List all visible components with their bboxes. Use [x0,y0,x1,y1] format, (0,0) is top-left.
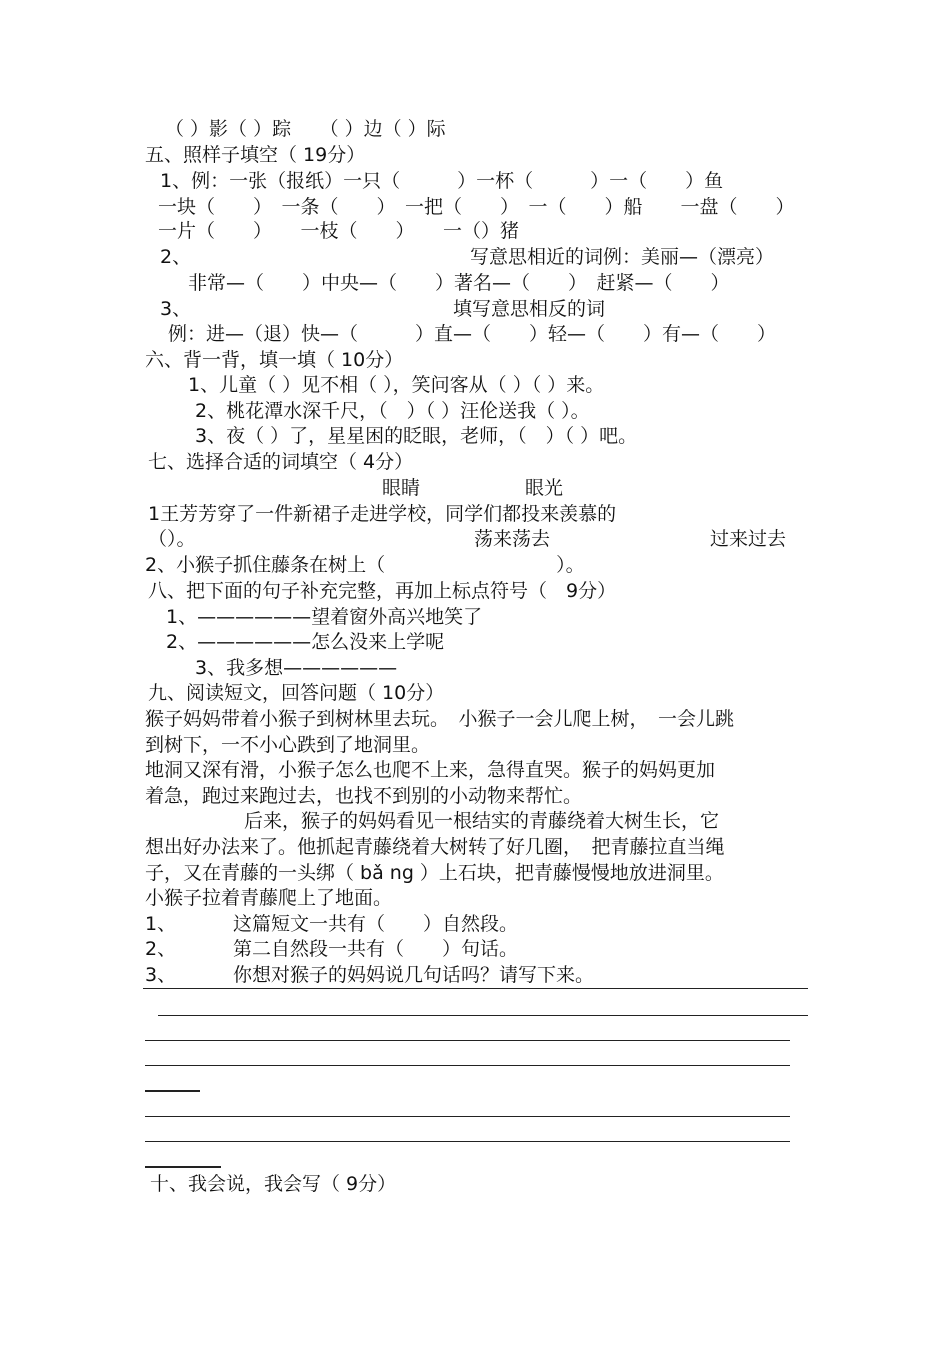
answer-line[interactable] [145,1040,790,1041]
answer-line[interactable] [143,988,808,989]
line-idiom-blanks: （ ）影（ ）踪 （ ）边（ ）际 [165,118,446,140]
section-9-heading: 九、阅读短文，回答问题（ 10分） [148,682,445,704]
answer-line[interactable] [158,1015,808,1016]
section-6-heading: 六、背一背，填一填（ 10分） [145,349,404,371]
section-7-heading: 七、选择合适的词填空（ 4分） [148,451,414,473]
measure-word-example: 1、例：一张（报纸）一只（ ）一杯（ ）一（ ）鱼 [160,170,724,192]
section-5-heading: 五、照样子填空（ 19分） [145,144,366,166]
complete-sentence-3: 3、我多想—————— [195,657,398,679]
synonym-row: 非常—（ ）中央—（ ）著名—（ ） 赶紧—（ ） [188,272,730,294]
reading-q1: 这篇短文一共有（ ）自然段。 [233,913,519,935]
answer-line-short[interactable] [145,1166,221,1168]
section-8-heading: 八、把下面的句子补充完整，再加上标点符号（ 9分） [148,580,617,602]
antonym-instruction: 填写意思相反的词 [453,298,606,320]
poem-line-3: 3、夜（ ）了，星星困的眨眼，老师，（ ）（ ）吧。 [195,425,638,447]
fill-sentence-2: 2、小猴子抓住藤条在树上（ ）。 [145,554,585,576]
reading-q2: 第二自然段一共有（ ）句话。 [233,938,519,960]
passage-line-8: 小猴子拉着青藤爬上了地面。 [145,887,393,909]
measure-word-row-2: 一片（ ） 一枝（ ） 一（）猪 [158,220,520,242]
passage-line-7: 子，又在青藤的一头绑（ bǎ ng ）上石块，把青藤慢慢地放进洞里。 [145,862,724,884]
answer-line-short[interactable] [145,1090,200,1092]
passage-line-6: 想出好办法来了。他抓起青藤绕着大树转了好几圈， 把青藤拉直当绳 [145,836,725,858]
reading-q3: 你想对猴子的妈妈说几句话吗？请写下来。 [233,964,595,986]
complete-sentence-1: 1、——————望着窗外高兴地笑了 [166,606,483,628]
word-choice-back-forth: 过来过去 [710,528,787,550]
question-2-number: 2、 [160,246,192,268]
answer-line[interactable] [145,1116,790,1117]
complete-sentence-2: 2、——————怎么没来上学呢 [166,631,445,653]
word-choice-gaze: 眼光 [525,477,564,499]
passage-line-4: 着急，跑过来跑过去，也找不到别的小动物来帮忙。 [145,785,583,807]
poem-line-1: 1、儿童（ ）见不相（ ），笑问客从（ ）（ ）来。 [188,374,605,396]
reading-q3-number: 3、 [145,964,177,986]
reading-q1-number: 1、 [145,913,177,935]
fill-sentence-1: 1王芳芳穿了一件新裙子走进学校，同学们都投来羡慕的 [148,503,617,525]
word-choice-eyes: 眼睛 [382,477,421,499]
passage-line-5: 后来，猴子的妈妈看见一根结实的青藤绕着大树生长，它 [244,810,720,832]
antonym-row: 例：进—（退）快—（ ）直—（ ）轻—（ ）有—（ ） [168,323,777,345]
fill-sentence-1-blank: （）。 [148,528,196,550]
question-3-number: 3、 [160,298,192,320]
reading-q2-number: 2、 [145,938,177,960]
section-10-heading: 十、我会说，我会写（ 9分） [150,1173,397,1195]
poem-line-2: 2、桃花潭水深千尺，（ ）（ ）汪伦送我（ ）。 [195,400,590,422]
passage-line-3: 地洞又深有滑，小猴子怎么也爬不上来，急得直哭。猴子的妈妈更加 [145,759,716,781]
synonym-instruction: 写意思相近的词例：美丽—（漂亮） [470,246,775,268]
passage-line-1: 猴子妈妈带着小猴子到树林里去玩。 小猴子一会儿爬上树， 一会儿跳 [145,708,735,730]
word-choice-swinging: 荡来荡去 [474,528,551,550]
measure-word-row-1: 一块（ ） 一条（ ） 一把（ ） 一（ ）船 一盘（ ） [158,196,795,218]
answer-line[interactable] [145,1141,790,1142]
answer-line[interactable] [145,1065,790,1066]
passage-line-2: 到树下，一不小心跌到了地洞里。 [145,734,431,756]
